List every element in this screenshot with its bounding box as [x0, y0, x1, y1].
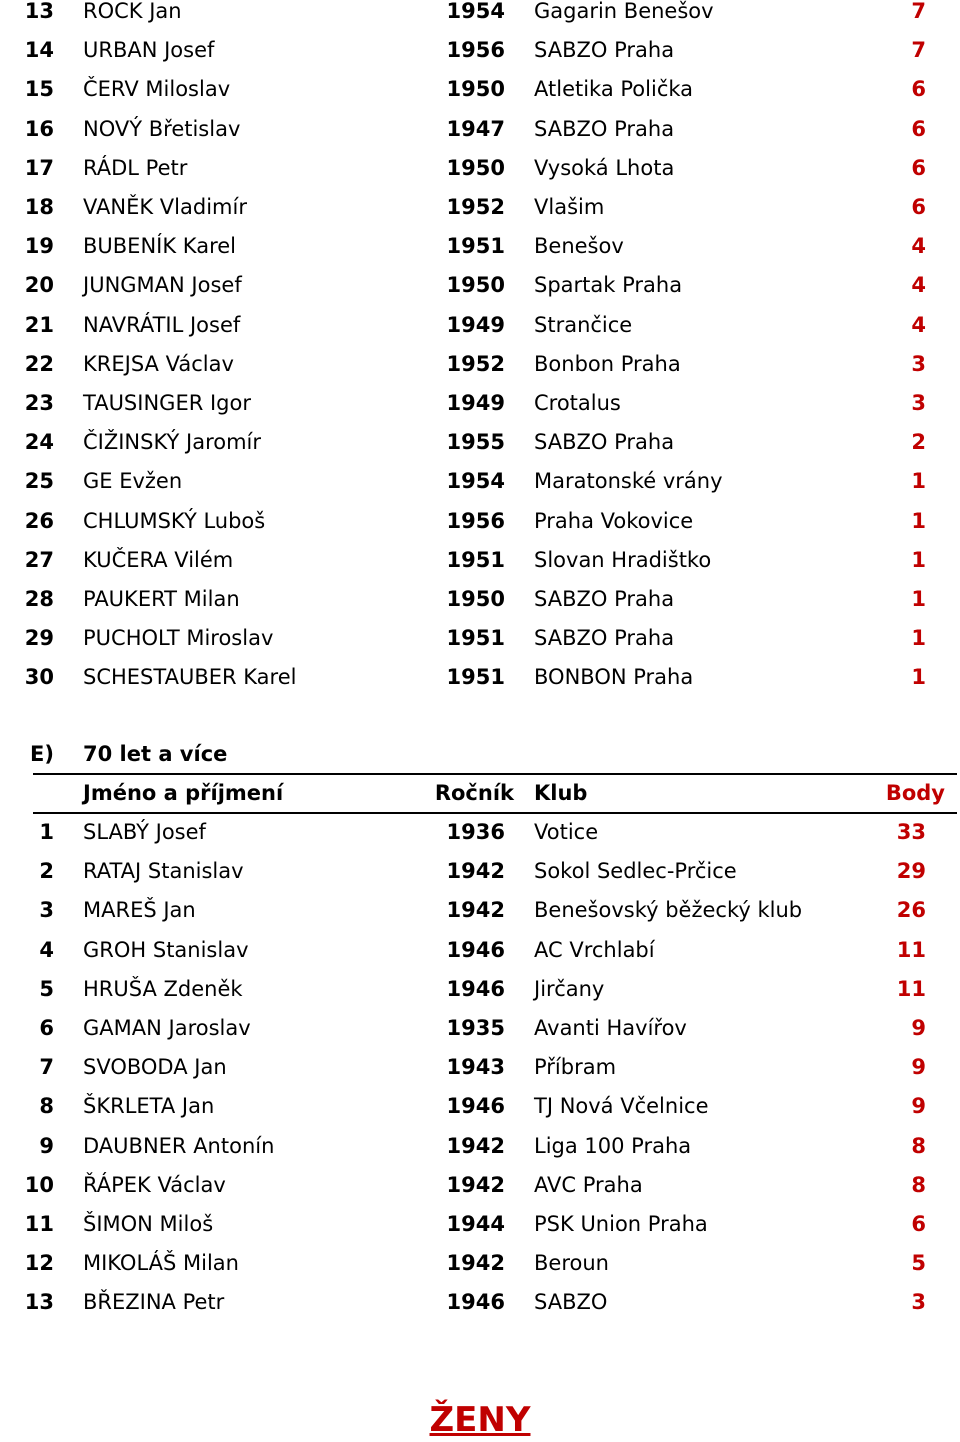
year-cell: 1943	[446, 1055, 505, 1080]
table-row	[0, 852, 960, 891]
table-row	[0, 0, 960, 31]
year-cell: 1952	[446, 351, 505, 376]
rank-cell: 24	[24, 430, 54, 455]
table-row	[0, 1087, 960, 1126]
year-cell: 1950	[446, 77, 505, 102]
year-cell: 1942	[446, 859, 505, 884]
table-row	[0, 580, 960, 619]
name-cell: URBAN Josef	[83, 38, 215, 63]
year-cell: 1946	[446, 976, 505, 1001]
points-cell: 33	[896, 820, 926, 844]
year-cell: 1950	[446, 155, 505, 180]
points-cell: 4	[911, 273, 926, 298]
points-cell: 6	[911, 195, 926, 219]
club-cell: Spartak Praha	[534, 273, 683, 298]
name-cell: BUBENÍK Karel	[83, 234, 236, 259]
header-year: Ročník	[434, 781, 514, 805]
club-cell: SABZO Praha	[534, 626, 675, 651]
name-cell: GAMAN Jaroslav	[83, 1016, 251, 1040]
year-cell: 1942	[446, 1251, 505, 1276]
table-row	[0, 266, 960, 305]
name-cell: SCHESTAUBER Karel	[83, 665, 297, 690]
name-cell: TAUSINGER Igor	[83, 391, 251, 415]
rank-cell: 27	[24, 547, 54, 572]
rank-cell: 23	[24, 391, 54, 415]
points-cell: 1	[911, 587, 926, 611]
rank-cell: 17	[24, 155, 54, 180]
points-cell: 1	[911, 547, 926, 572]
points-cell: 2	[911, 430, 926, 455]
name-cell: NAVRÁTIL Josef	[83, 312, 241, 337]
rank-cell: 22	[24, 351, 54, 376]
points-cell: 4	[911, 234, 926, 259]
name-cell: ROCK Jan	[83, 0, 182, 23]
year-cell: 1949	[446, 312, 505, 337]
name-cell: MIKOLÁŠ Milan	[83, 1251, 239, 1276]
club-cell: SABZO Praha	[534, 587, 675, 611]
section-title: 70 let a více	[83, 742, 228, 766]
points-cell: 6	[911, 1212, 926, 1236]
header-points: Body	[885, 781, 945, 805]
club-cell: BONBON Praha	[534, 665, 694, 690]
club-cell: AVC Praha	[534, 1172, 643, 1197]
table-row	[0, 619, 960, 658]
table-row	[0, 1127, 960, 1166]
points-cell: 1	[911, 469, 926, 494]
rank-cell: 4	[39, 937, 54, 962]
points-cell: 8	[911, 1133, 926, 1158]
name-cell: ČIŽINSKÝ Jaromír	[83, 430, 262, 455]
rank-cell: 12	[24, 1251, 54, 1276]
year-cell: 1936	[446, 820, 505, 844]
name-cell: VANĚK Vladimír	[83, 195, 247, 219]
points-cell: 6	[911, 155, 926, 180]
year-cell: 1949	[446, 391, 505, 415]
name-cell: MAREŠ Jan	[83, 898, 196, 923]
rank-cell: 18	[24, 195, 54, 219]
rank-cell: 30	[24, 665, 54, 690]
table-row	[0, 1244, 960, 1283]
club-cell: Liga 100 Praha	[534, 1133, 692, 1158]
points-cell: 4	[911, 312, 926, 337]
name-cell: NOVÝ Břetislav	[83, 116, 241, 141]
points-cell: 11	[896, 937, 926, 962]
header-club: Klub	[534, 781, 588, 805]
rank-cell: 3	[39, 898, 54, 923]
club-cell: Avanti Havířov	[534, 1016, 687, 1040]
year-cell: 1946	[446, 1094, 505, 1119]
points-cell: 3	[911, 391, 926, 415]
year-cell: 1956	[446, 38, 505, 63]
table-row	[0, 31, 960, 70]
table-row	[0, 149, 960, 188]
club-cell: Strančice	[534, 312, 633, 337]
points-cell: 1	[911, 626, 926, 651]
points-cell: 9	[911, 1055, 926, 1080]
name-cell: ČERV Miloslav	[83, 77, 231, 102]
points-cell: 5	[911, 1251, 926, 1276]
club-cell: Vysoká Lhota	[534, 155, 675, 180]
rank-cell: 10	[24, 1172, 54, 1197]
name-cell: CHLUMSKÝ Luboš	[83, 508, 266, 533]
club-cell: Bonbon Praha	[534, 351, 681, 376]
rank-cell: 25	[24, 469, 54, 494]
rank-cell: 8	[39, 1094, 54, 1119]
table-row	[0, 227, 960, 266]
table-row	[0, 345, 960, 384]
rank-cell: 20	[24, 273, 54, 298]
points-cell: 6	[911, 77, 926, 102]
rank-cell: 9	[39, 1133, 54, 1158]
club-cell: Gagarin Benešov	[534, 0, 714, 23]
points-cell: 7	[911, 38, 926, 63]
rank-cell: 2	[39, 859, 54, 884]
club-cell: Votice	[534, 820, 599, 844]
table-row	[0, 462, 960, 501]
club-cell: SABZO Praha	[534, 116, 675, 141]
name-cell: ŘÁPEK Václav	[83, 1172, 226, 1197]
table-row	[0, 1009, 960, 1048]
name-cell: JUNGMAN Josef	[83, 273, 242, 298]
rank-cell: 21	[24, 312, 54, 337]
points-cell: 3	[911, 1290, 926, 1315]
table-row	[0, 423, 960, 462]
year-cell: 1954	[446, 469, 505, 494]
rank-cell: 16	[24, 116, 54, 141]
section-letter: E)	[30, 742, 54, 766]
year-cell: 1942	[446, 1172, 505, 1197]
club-cell: SABZO Praha	[534, 430, 675, 455]
points-cell: 1	[911, 665, 926, 690]
points-cell: 6	[911, 116, 926, 141]
name-cell: GE Evžen	[83, 469, 183, 494]
table-row	[0, 541, 960, 580]
club-cell: Maratonské vrány	[534, 469, 723, 494]
rank-cell: 1	[39, 820, 54, 844]
points-cell: 3	[911, 351, 926, 376]
year-cell: 1942	[446, 1133, 505, 1158]
rank-cell: 26	[24, 508, 54, 533]
points-cell: 29	[896, 859, 926, 884]
year-cell: 1955	[446, 430, 505, 455]
table-header	[0, 774, 960, 813]
rank-cell: 14	[24, 38, 54, 63]
year-cell: 1944	[446, 1212, 505, 1236]
points-cell: 9	[911, 1094, 926, 1119]
name-cell: KREJSA Václav	[83, 351, 234, 376]
rank-cell: 13	[24, 1290, 54, 1315]
club-cell: AC Vrchlabí	[534, 937, 655, 962]
rank-cell: 6	[39, 1016, 54, 1040]
points-cell: 11	[896, 976, 926, 1001]
year-cell: 1951	[446, 234, 505, 259]
name-cell: RÁDL Petr	[83, 155, 188, 180]
table-row	[0, 384, 960, 423]
year-cell: 1942	[446, 898, 505, 923]
club-cell: Slovan Hradištko	[534, 547, 712, 572]
header-name: Jméno a příjmení	[83, 781, 284, 805]
rank-cell: 5	[39, 976, 54, 1001]
rank-cell: 13	[24, 0, 54, 23]
name-cell: DAUBNER Antonín	[83, 1133, 275, 1158]
name-cell: PUCHOLT Miroslav	[83, 626, 274, 651]
year-cell: 1951	[446, 626, 505, 651]
name-cell: ŠIMON Miloš	[83, 1212, 214, 1236]
year-cell: 1952	[446, 195, 505, 219]
women-heading: ŽENY	[429, 1400, 531, 1440]
club-cell: Benešov	[534, 234, 624, 259]
rank-cell: 29	[24, 626, 54, 651]
rank-cell: 7	[39, 1055, 54, 1080]
year-cell: 1956	[446, 508, 505, 533]
points-cell: 26	[896, 898, 926, 923]
club-cell: Sokol Sedlec-Prčice	[534, 859, 737, 884]
points-cell: 9	[911, 1016, 926, 1040]
year-cell: 1951	[446, 547, 505, 572]
section-e-heading	[0, 735, 960, 774]
points-cell: 1	[911, 508, 926, 533]
club-cell: Beroun	[534, 1251, 609, 1276]
club-cell: SABZO	[534, 1290, 608, 1315]
year-cell: 1935	[446, 1016, 505, 1040]
table-row	[0, 891, 960, 930]
points-cell: 7	[911, 0, 926, 23]
table-row	[0, 931, 960, 970]
name-cell: RATAJ Stanislav	[83, 859, 244, 884]
year-cell: 1947	[446, 116, 505, 141]
rank-cell: 28	[24, 587, 54, 611]
club-cell: Vlašim	[534, 195, 605, 219]
name-cell: SVOBODA Jan	[83, 1055, 227, 1080]
club-cell: SABZO Praha	[534, 38, 675, 63]
name-cell: PAUKERT Milan	[83, 587, 240, 611]
name-cell: HRUŠA Zdeněk	[83, 976, 243, 1001]
club-cell: Jirčany	[534, 976, 605, 1001]
club-cell: Praha Vokovice	[534, 508, 694, 533]
table-row	[0, 70, 960, 109]
club-cell: Atletika Polička	[534, 77, 694, 102]
year-cell: 1951	[446, 665, 505, 690]
club-cell: TJ Nová Včelnice	[534, 1094, 709, 1119]
club-cell: Příbram	[534, 1055, 617, 1080]
club-cell: Benešovský běžecký klub	[534, 898, 803, 923]
table-row	[0, 1048, 960, 1087]
year-cell: 1950	[446, 273, 505, 298]
year-cell: 1946	[446, 1290, 505, 1315]
club-cell: Crotalus	[534, 391, 621, 415]
table-row	[0, 813, 960, 852]
table-row	[0, 1283, 960, 1322]
table-row	[0, 188, 960, 227]
table-row	[0, 502, 960, 541]
table-row	[0, 1166, 960, 1205]
rank-cell: 11	[24, 1212, 54, 1236]
name-cell: KUČERA Vilém	[83, 547, 234, 572]
name-cell: SLABÝ Josef	[83, 820, 206, 844]
club-cell: PSK Union Praha	[534, 1212, 708, 1236]
table-row	[0, 306, 960, 345]
year-cell: 1950	[446, 587, 505, 611]
table-row	[0, 970, 960, 1009]
table-row	[0, 110, 960, 149]
name-cell: BŘEZINA Petr	[83, 1290, 225, 1315]
name-cell: GROH Stanislav	[83, 937, 249, 962]
rank-cell: 15	[24, 77, 54, 102]
table-row	[0, 658, 960, 697]
rank-cell: 19	[24, 234, 54, 259]
table-row	[0, 1205, 960, 1244]
year-cell: 1946	[446, 937, 505, 962]
points-cell: 8	[911, 1172, 926, 1197]
year-cell: 1954	[446, 0, 505, 23]
name-cell: ŠKRLETA Jan	[83, 1094, 215, 1119]
